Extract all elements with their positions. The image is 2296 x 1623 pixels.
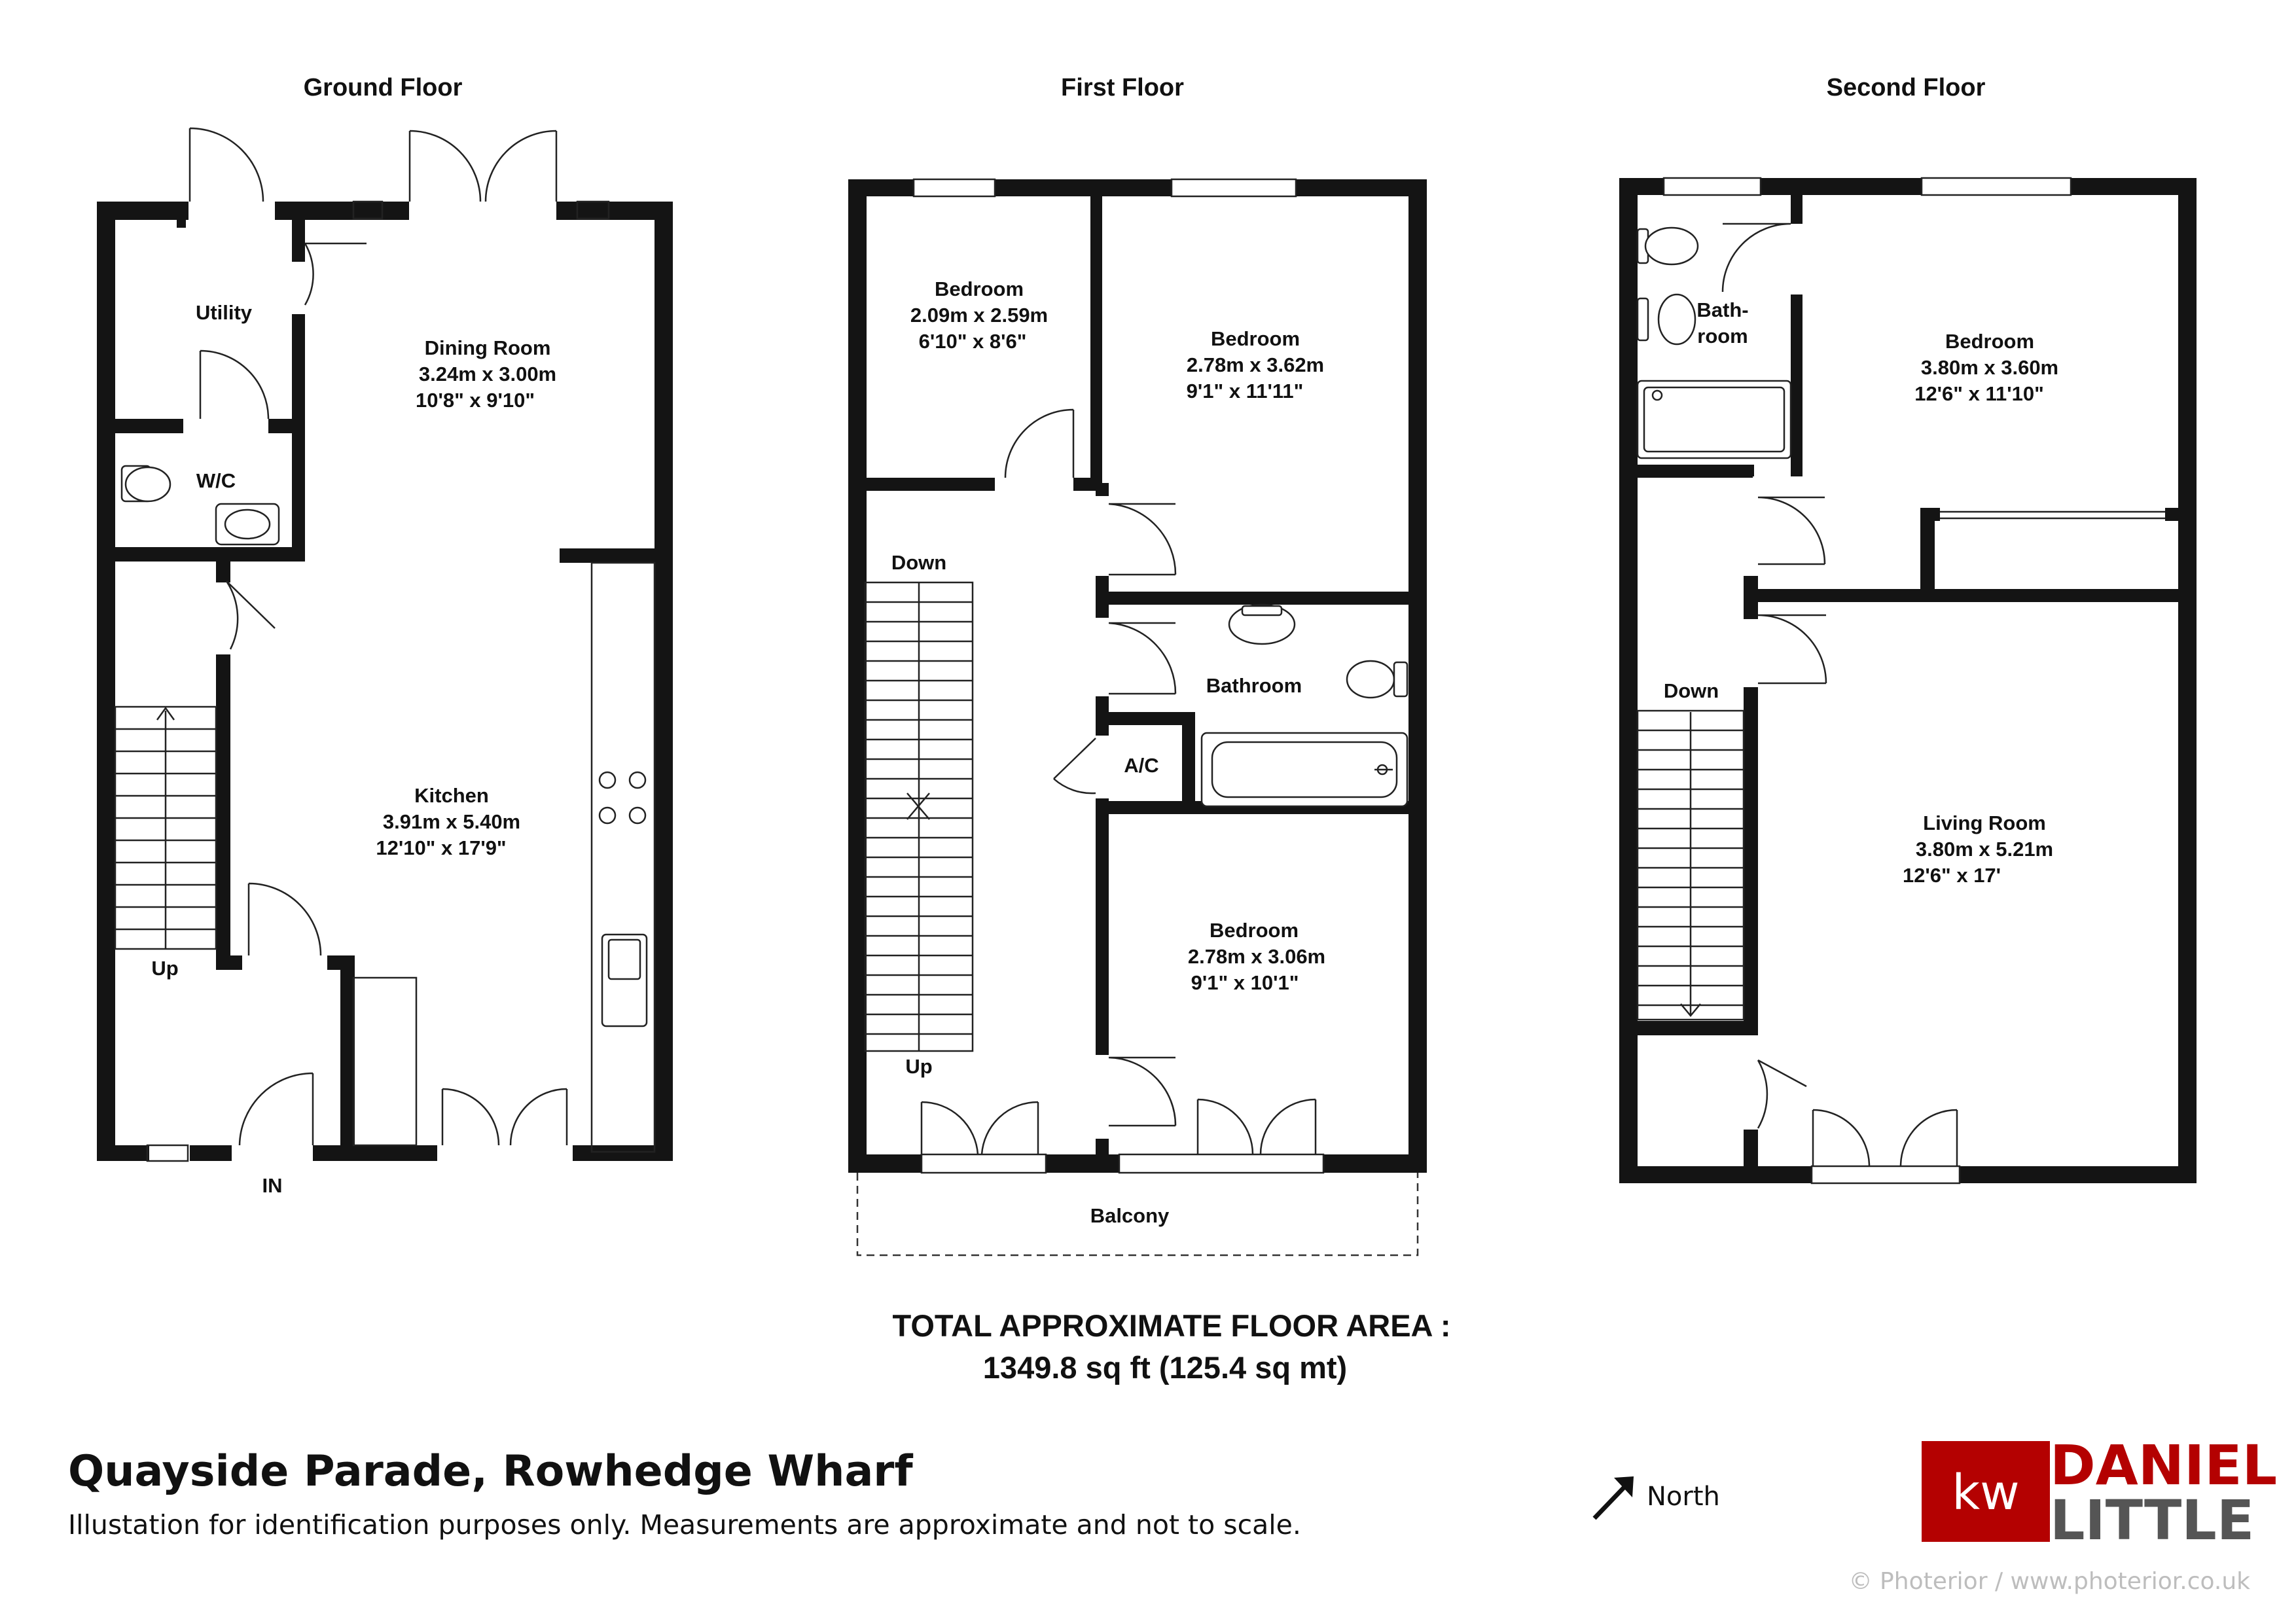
bedroom-large-label: Bedroom xyxy=(1210,327,1300,350)
utility-label: Utility xyxy=(195,301,253,324)
ground-floor-fittings xyxy=(122,202,655,1161)
north-label: North xyxy=(1647,1482,1720,1512)
total-area-heading: TOTAL APPROXIMATE FLOOR AREA : xyxy=(892,1308,1451,1343)
bedroom-large-imperial: 9'1" x 11'11" xyxy=(1186,380,1304,402)
ac-label: A/C xyxy=(1124,754,1159,777)
second-floor-title: Second Floor xyxy=(1826,74,1986,101)
ground-floor-title: Ground Floor xyxy=(303,74,463,101)
dining-room-metric: 3.24m x 3.00m xyxy=(418,363,557,385)
dining-room-imperial: 10'8" x 9'10" xyxy=(415,389,535,412)
living-room-label: Living Room xyxy=(1923,812,2046,834)
second-floor xyxy=(1619,74,2197,1183)
second-bathroom-label-line1: Bath- xyxy=(1696,298,1749,321)
balcony-label: Balcony xyxy=(1090,1204,1170,1227)
second-bedroom-label: Bedroom xyxy=(1945,330,2035,353)
second-down-label: Down xyxy=(1663,679,1719,702)
total-area-value: 1349.8 sq ft (125.4 sq mt) xyxy=(982,1350,1348,1385)
wc-label: W/C xyxy=(196,469,236,492)
dining-room-label: Dining Room xyxy=(424,336,551,359)
first-floor-title: First Floor xyxy=(1061,74,1184,101)
kitchen-imperial: 12'10" x 17'9" xyxy=(376,836,507,859)
living-room-metric: 3.80m x 5.21m xyxy=(1915,838,2054,861)
kitchen-label: Kitchen xyxy=(414,784,489,807)
kw-logo-text: kw xyxy=(1952,1465,2020,1521)
bedroom-small-imperial: 6'10" x 8'6" xyxy=(918,330,1027,353)
bedroom-bottom-imperial: 9'1" x 10'1" xyxy=(1191,971,1299,994)
ground-floor-walls xyxy=(97,202,673,1161)
bathroom-label: Bathroom xyxy=(1206,674,1302,697)
first-floor-stairs xyxy=(865,582,973,1051)
second-bathroom-label-line2: room xyxy=(1697,325,1748,348)
first-up-label: Up xyxy=(905,1055,933,1078)
ground-up-label: Up xyxy=(151,957,179,980)
first-floor-walls xyxy=(848,179,1427,1173)
ground-floor xyxy=(97,74,673,1197)
bedroom-small-metric: 2.09m x 2.59m xyxy=(910,304,1049,327)
living-room-imperial: 12'6" x 17' xyxy=(1902,864,2001,887)
bedroom-large-metric: 2.78m x 3.62m xyxy=(1186,353,1325,376)
ground-floor-stairs xyxy=(115,707,216,949)
first-floor xyxy=(848,74,1427,1255)
ground-floor-doors xyxy=(190,128,567,1145)
kw-logo-icon xyxy=(1922,1441,2050,1542)
property-address: Quayside Parade, Rowhedge Wharf xyxy=(68,1447,913,1496)
disclaimer: Illustation for identification purposes only. Measurements are approximate and not to scale. xyxy=(68,1509,1301,1541)
brand-name-line2: LITTLE xyxy=(2050,1488,2255,1552)
second-floor-stairs xyxy=(1638,711,1744,1020)
first-floor-fittings xyxy=(914,179,1407,1173)
kitchen-metric: 3.91m x 5.40m xyxy=(382,810,521,833)
bedroom-bottom-label: Bedroom xyxy=(1209,919,1299,942)
photographer-credit: © Photerior / www.photerior.co.uk xyxy=(1848,1568,2250,1595)
bedroom-bottom-metric: 2.78m x 3.06m xyxy=(1187,945,1326,968)
bedroom-small-label: Bedroom xyxy=(934,277,1024,300)
brand-name-line1: DANIEL xyxy=(2050,1433,2278,1497)
second-bedroom-imperial: 12'6" x 11'10" xyxy=(1914,382,2044,405)
entrance-label: IN xyxy=(262,1174,283,1197)
second-bedroom-metric: 3.80m x 3.60m xyxy=(1920,356,2059,379)
first-down-label: Down xyxy=(891,551,947,574)
north-arrow-icon xyxy=(1594,1476,1634,1518)
